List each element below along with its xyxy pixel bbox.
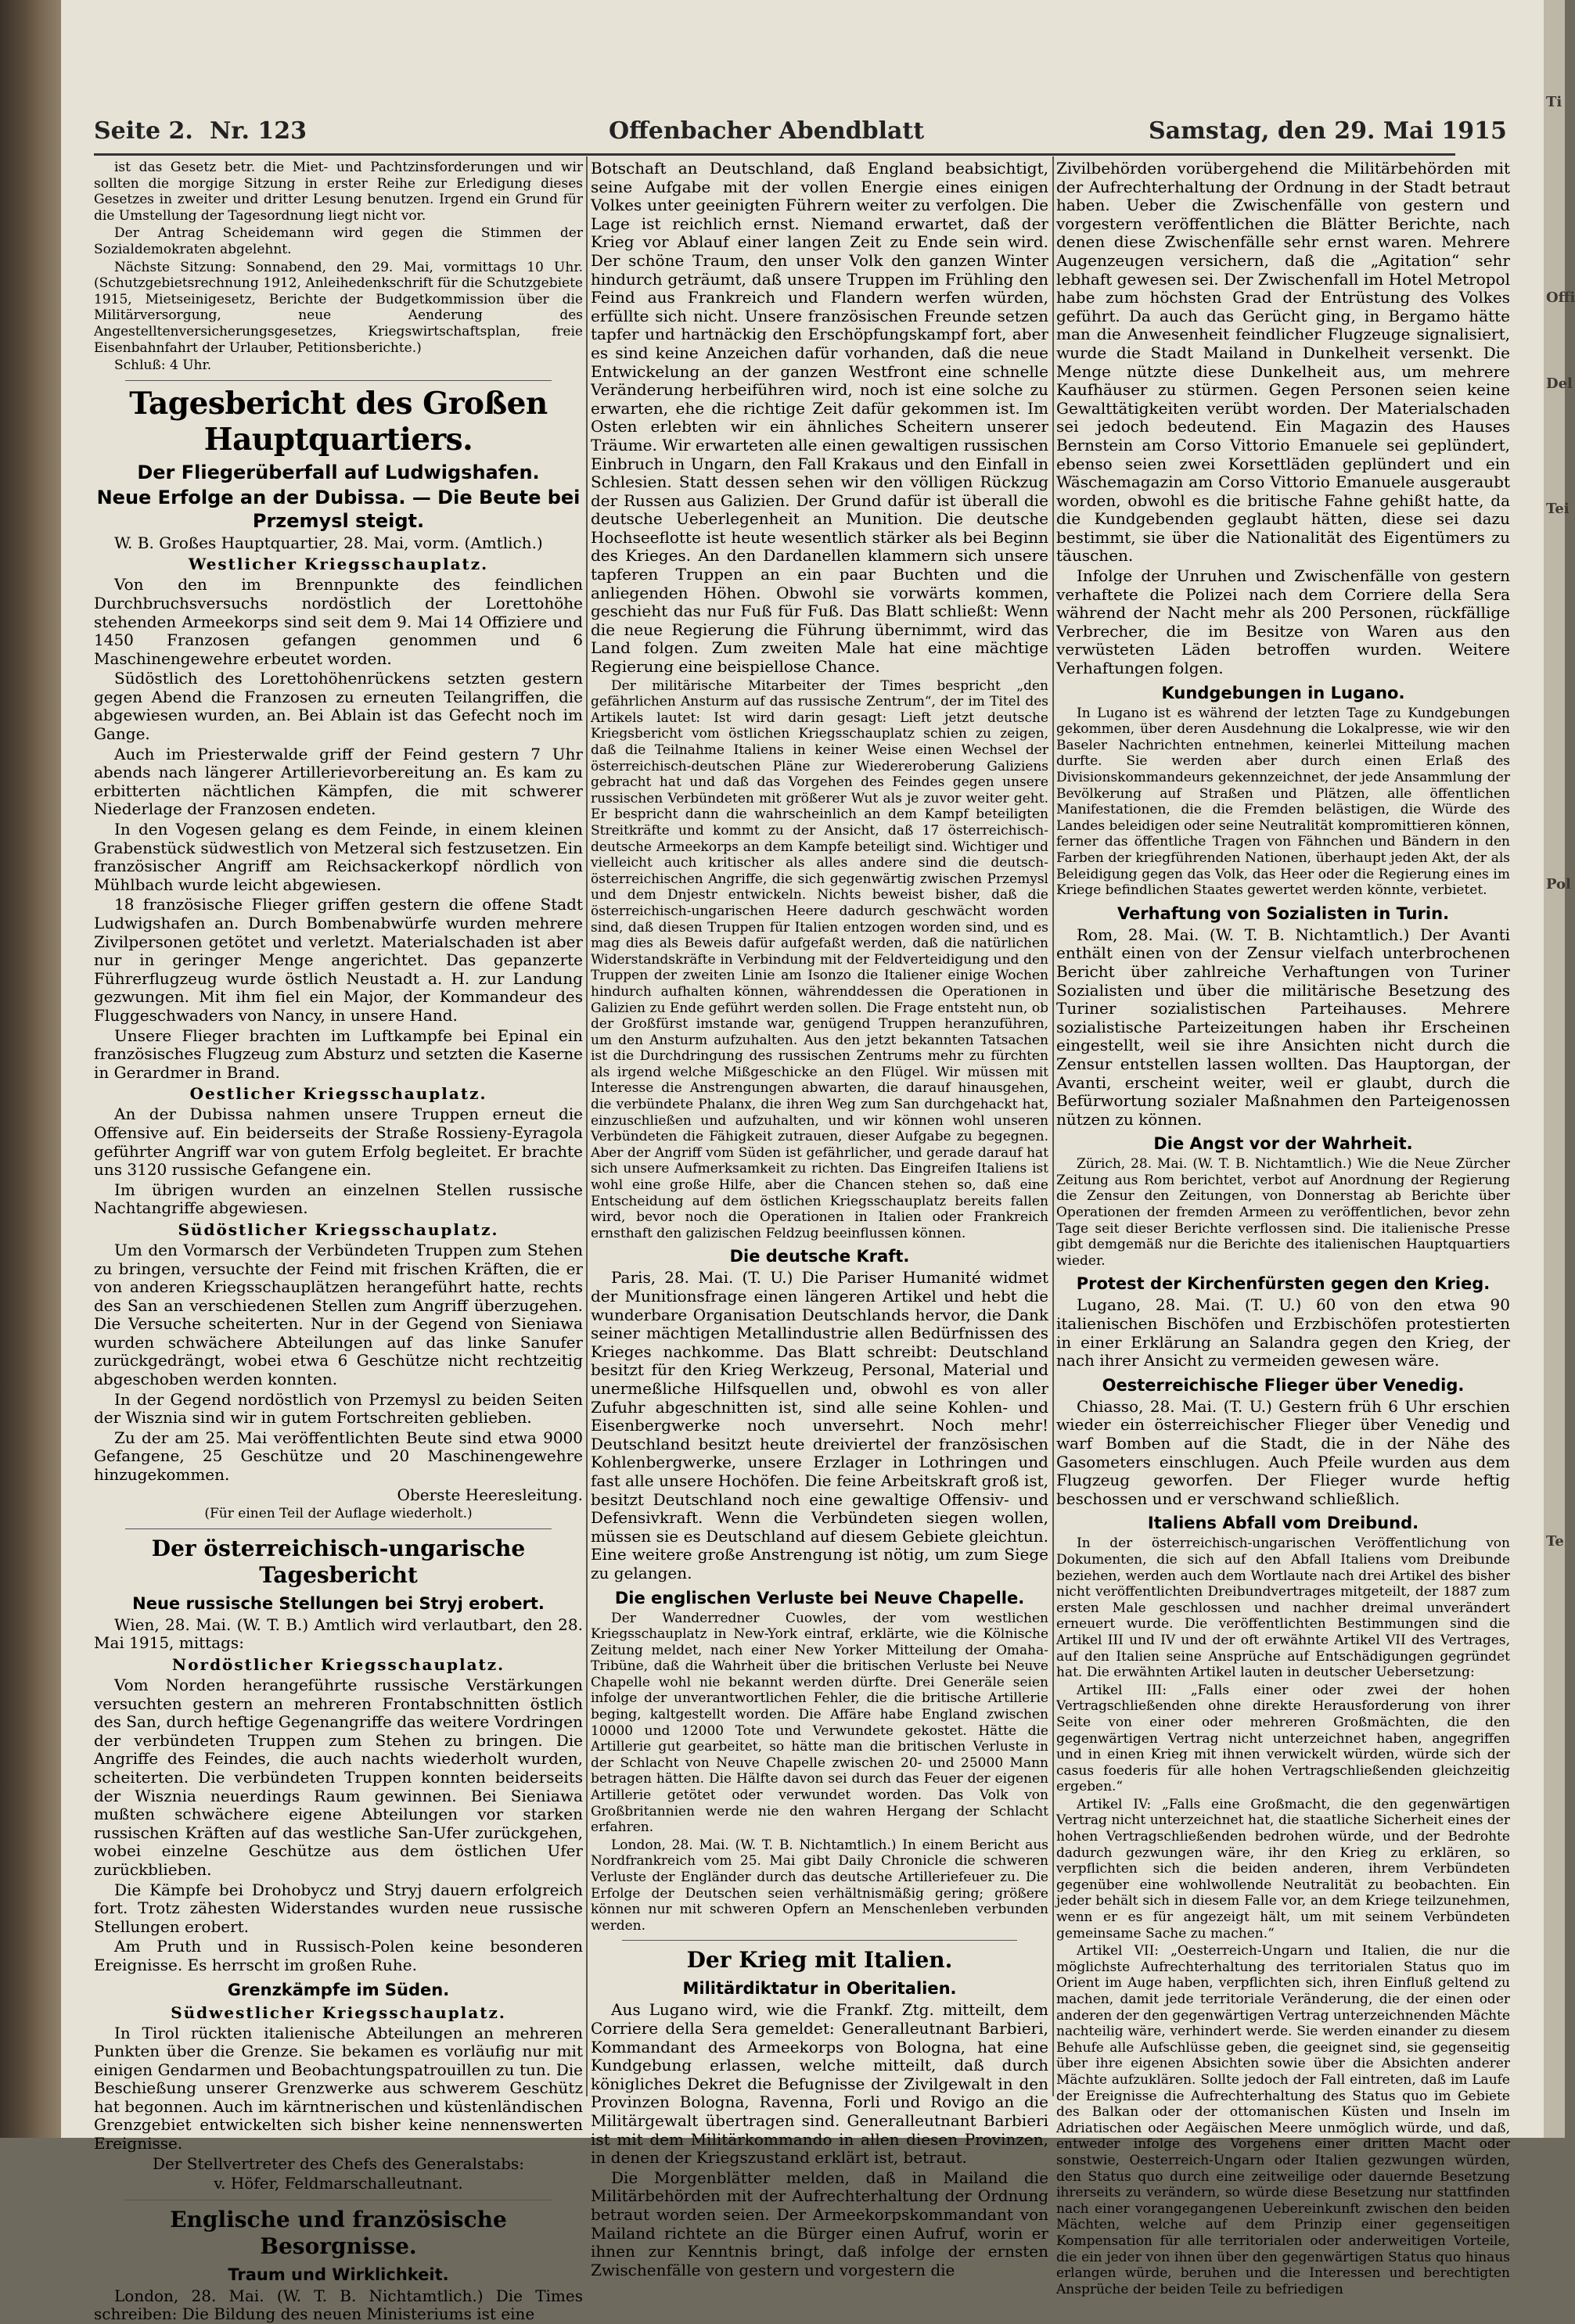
column-3 [1056, 159, 1510, 2297]
article-text: London, 28. Mai. (W. T. B. Nichtamtlich.) In einem Bericht aus Nordfrankreich vom 25. Mai gibt Daily Chronicle die schweren Verluste der Engländer durch das deutsche Artilleriefeuer zu. Die Erfolge der Deutschen seien verhältnismäßig gering; größere können nur mit schweren Opfern an Menschenleben verbunden werden. [591, 1837, 1048, 1934]
treaty-article: Artikel IV: „Falls eine Großmacht, die den gegenwärtigen Vertrag nicht unterzeichnet hat, die staatliche Sicherheit eines der hohen Vertragschließenden bedrohen würde, und der Bedrohte dadurch gezwungen wäre, ihr den Krieg zu erklären, so verpflichten sich die beiden anderen, ihrem Verbündeten gegenüber eine wohlwollende Neutralität zu beobachten. Ein jeder behält sich in diesem Falle vor, an dem Kriege teilzunehmen, wenn er es für angezeigt hält, um mit seinem Verbündeten gemeinsame Sache zu machen.“ [1056, 1796, 1510, 1941]
article-text: ist das Gesetz betr. die Miet- und Pachtzinsforderungen und wir sollten die morgige Sitzung in erster Reihe zur Erledigung dieses Gesetzes in zweiter und dritter Lesung benutzen. Irgend ein Grund für die Umstellung der Tagesordnung liegt nicht vor. [94, 160, 583, 224]
article-text: In der österreichisch-ungarischen Veröffentlichung von Dokumenten, die sich auf den Abfall Italiens vom Dreibunde beziehen, werden auch dem Wortlaute nach drei Artikel des bisher nicht veröffentlichten Dreibundvertrages mitgeteilt, der 1887 zum ersten Male geschlossen und nachher dreimal unverändert erneuert wurde. Die veröffentlichten Bestimmungen sind die Artikel III und IV und der oft erwähnte Artikel VII des Vertrages, auf den Italien seine Ansprüche auf Entschädigungen gegründet hat. Die erwähnten Artikel lauten in deutscher Uebersetzung: [1056, 1536, 1510, 1681]
article-text: Rom, 28. Mai. (W. T. B. Nichtamtlich.) Der Avanti enthält einen von der Zensur vielfach unterbrochenen Bericht über zahlreiche Verhaftungen von Turiner Sozialisten und über die militärische Besetzung des Turiner sozialistischen Parteihauses. Mehrere sozialistische Parteizeitungen haben ihr Erscheinen eingestellt, weil sie ihre Ansichten nicht durch die Zensur entstellen lassen wollten. Das Hauptorgan, der Avanti, erscheint weiter, weil er glaubt, durch die Befürwortung sozialer Maßnahmen den Parteigenossen nützen zu können. [1056, 925, 1510, 1129]
section-heading: Oestlicher Kriegsschauplatz. [189, 1084, 487, 1104]
article-text: Von den im Brennpunkte des feindlichen Durchbruchsversuchs nordöstlich der Lorettohöhe stehenden Armeekorps sind seit dem 9. Mai 14 Offiziere und 1450 Franzosen gefangen genommen und 6 Maschinengewehre erbeutet worden. [94, 575, 583, 668]
article-text: London, 28. Mai. (W. T. B. Nichtamtlich.) Die Times schreiben: Die Bildung des neuen Ministeriums ist eine [94, 2286, 583, 2324]
article-text: Unsere Flieger brachten im Luftkampfe bei Epinal ein französisches Flugzeug zum Absturz und setzten die Kaserne in Gerardmer in Brand. [94, 1026, 583, 1082]
article-text: Um den Vormarsch der Verbündeten Truppen zum Stehen zu bringen, versuchte der Feind mit frischen Kräften, die er von anderen Kriegsschauplätzen herangeführt hatte, rechts des San an verschiedenen Stellen zum Angriff überzugehen. Die Versuche scheiterten. Nur in der Gegend von Sieniawa wurden schwächere Abteilungen auf das linke Sanufer zurückgedrängt, wobei etwa 6 Geschütze nicht rechtzeitig abgeschoben werden konnten. [94, 1240, 583, 1389]
note: (Für einen Teil der Auflage wiederholt.) [204, 1506, 473, 1522]
page-number: Seite 2. [94, 117, 193, 145]
headline-lugano: Kundgebungen in Lugano. [1161, 683, 1405, 702]
section-heading: Südöstlicher Kriegsschauplatz. [178, 1219, 499, 1239]
article-text: In Tirol rückten italienische Abteilungen an mehreren Punkten über die Grenze. Sie bekamen es vorläufig nur mit einigen Gendarmen und Beobachtungspatrouillen zu tun. Die Beschießung unserer Grenzwerke aus schwerem Geschütz hat begonnen. Auch im kärntnerischen und küstenländischen Grenzgebiet entwickelten sich bisher keine nennenswerten Ereignisse. [94, 2023, 583, 2153]
separator [125, 1528, 552, 1529]
column-rule-2 [1052, 156, 1054, 2096]
article-text: Lugano, 28. Mai. (T. U.) 60 von den etwa 90 italienischen Bischöfen und Erzbischöfen protestierten in einer Erklärung an Salandra gegen den Krieg, der nach ihrer Ansicht zu vermeiden gewesen wäre. [1056, 1295, 1510, 1370]
header-rule [94, 153, 1455, 156]
headline-kirchenfuersten: Protest der Kirchenfürsten gegen den Krieg. [1076, 1274, 1490, 1294]
subheadline: Neue russische Stellungen bei Stryj erobert. [132, 1593, 545, 1613]
article-text: Paris, 28. Mai. (T. U.) Die Pariser Humanité widmet der Munitionsfrage einen längeren Artikel und hebt die wunderbare Organisation Deutschlands hervor, die Dank seiner mächtigen Metallindustrie allen Bedürfnissen des Krieges nachkomme. Das Blatt schreibt: Deutschland besitzt für den Krieg Werkzeug, Personal, Material und unermeßliche Hilfsquellen und, obwohl es von aller Zufuhr abgeschnitten ist, sind alle seine Kohlen- und Eisenbergwerke noch unversehrt. Noch mehr! Deutschland besitzt heute dreiviertel der französischen Kohlenbergwerke, unsere Erzlager in Lothringen und fast alle unsere Hochöfen. Die feine Arbeitskraft groß ist, besitzt Deutschland noch eine gewaltige Offensiv- und Defensivkraft. Wenn die Verbündeten siegen wollen, müssen sie es Deutschland auf diesem Gebiete gleichtun. Eine weitere große Anstrengung ist nötig, um zum Siege zu gelangen. [591, 1268, 1048, 1582]
separator [125, 380, 552, 381]
edge-text: Pol [1546, 876, 1571, 893]
edge-text: Te [1546, 1533, 1564, 1550]
column-1 [94, 160, 583, 2324]
article-text: Chiasso, 28. Mai. (T. U.) Gestern früh 6 Uhr erschien wieder ein österreichischer Flieger über Venedig und warf Bomben auf die Stadt, die in der Nähe des Gasometers einschlugen. Auch Pfeile wurden aus dem Flugzeug geworfen. Der Flieger wurde heftig beschossen und er verschwand schließlich. [1056, 1396, 1510, 1508]
subheadline: Traum und Wirklichkeit. [228, 2265, 449, 2284]
article-text: Südöstlich des Lorettohöhenrückens setzten gestern gegen Abend die Franzosen zu erneuten Teilangriffen, die abgewiesen wurden, an. Bei Ablain ist das Gefecht noch im Gange. [94, 669, 583, 744]
article-text: In den Vogesen gelang es dem Feinde, in einem kleinen Grabenstück südwestlich von Metzeral sich festzusetzen. Ein französischer Angriff am Reichsackerkopf nördlich von Mühlbach wurde leicht abgewiesen. [94, 820, 583, 894]
article-text: Infolge der Unruhen und Zwischenfälle von gestern verhaftete die Polizei nach dem Corriere della Sera während der Nacht mehr als 200 Personen, rückfällige Verbrecher, die im Besitze von Waren aus den verwüsteten Läden betroffen wurden. Weitere Verhaftungen folgen. [1056, 566, 1510, 678]
article-text: 18 französische Flieger griffen gestern die offene Stadt Ludwigshafen an. Durch Bombenabwürfe wurden mehrere Zivilpersonen getötet und verletzt. Materialschaden ist aber nur in geringer Menge angerichtet. Das gepanzerte Führerflugzeug wurde östlich Neustadt a. H. zur Landung gezwungen. Mit ihm fiel ein Major, der Kommandeur des Fluggeschwaders von Nancy, in unsere Hand. [94, 895, 583, 1025]
edge-text: Tei [1546, 501, 1570, 517]
headline-venedig: Oesterreichische Flieger über Venedig. [1102, 1375, 1465, 1395]
signature: Oberste Heeresleitung. [397, 1485, 583, 1504]
signature: Der Stellvertreter des Chefs des Generalstabs: [152, 2153, 525, 2173]
newspaper-title: Offenbacher Abendblatt [609, 117, 925, 145]
edge-text: Del [1546, 375, 1573, 392]
article-text: Nächste Sitzung: Sonnabend, den 29. Mai, vormittags 10 Uhr. (Schutzgebietsrechnung 1912, Anleihedenkschrift für die Schutzgebiete 1915, Mietseinigesetz, Berichte der Budgetkommission über die Militärversorgung, neue Aenderung des Angestelltenversicherungsgesetzes, Kriegswirtschaftsplan, freie Eisenbahnfahrt der Urlauber, Petitionsberichte.) [94, 259, 583, 356]
issue-number: Nr. 123 [210, 117, 307, 145]
headline-besorgnisse: Englische und französische Besorgnisse. [170, 2206, 507, 2259]
headline-neuve-chapelle: Die englischen Verluste bei Neuve Chapelle. [614, 1588, 1025, 1607]
headline-turin: Verhaftung von Sozialisten in Turin. [1117, 903, 1450, 923]
headline-hauptquartier: Tagesbericht des Großen Hauptquartiers. [129, 385, 548, 458]
dateline: W. B. Großes Hauptquartier, 28. Mai, vorm. (Amtlich.) [114, 533, 543, 552]
article-text: Der Antrag Scheidemann wird gegen die Stimmen der Sozialdemokraten abgelehnt. [94, 225, 583, 257]
article-text: Der Wanderredner Cuowles, der vom westlichen Kriegsschauplatz in New-York eintraf, erklärte, wie die Kölnische Zeitung meldet, nach einer New Yorker Mitteilung der Omaha-Tribüne, daß die Wahrheit über die britischen Verluste bei Neuve Chapelle wohl nie bekannt werden dürfte. Drei Generäle seien infolge der unverantwortlichen Fehler, die die britische Artillerie beging, kaltgestellt worden. Die Affäre habe England zwischen 10000 und 12000 Tote und Verwundete gekostet. Hätte die Artillerie gut gearbeitet, so hätte man die britischen Verluste in der Schlacht von Neuve Chapelle zwischen 20- und 25000 Mann betragen hätten. Die Hälfte davon sei durch das Feuer der eigenen Artillerie getötet oder verwundet worden. Das Volk von Großbritannien werde nie den wahren Hergang der Schlacht erfahren. [591, 1610, 1048, 1836]
article-text: Schluß: 4 Uhr. [114, 357, 212, 374]
article-text: Der militärische Mitarbeiter der Times bespricht „den gefährlichen Ansturm auf das russische Zentrum“, der im Titel des Artikels lautet: Ist wird darin gesagt: Lieft jetzt deutsche Kriegsbericht vom östlichen Kriegsschauplatz schien zu zeigen, daß die Teilnahme Italiens in keiner Weise einen Wechsel der österreichisch-deutschen Pläne zur Wiedereroberung Galiziens gebracht hat und daß das Vorgehen des Feindes gegen unsere russischen Verbündeten mit größerer Wut als je zuvor weiter geht. Er bespricht dann die wahrscheinlich an dem Kampf beteiligten Streitkräfte und kommt zu der Ansicht, daß 17 österreichisch-deutsche Armeekorps an dem Kampfe beteiligt sind. Wichtiger und vielleicht auch kritischer als alles andere sind die deutsch-österreichischen Angriffe, die sich gegenwärtig zwischen Przemysl und dem Dnjestr entwickeln. Nichts beweist bisher, daß die österreichisch-ungarischen Heere dadurch geschwächt worden sind, daß diesen Truppen für Italien entzogen worden sind, und es mag dies als Beweis dafür aufgefaßt werden, daß die natürlichen Widerstandskräfte in Verbindung mit der Feldverteidigung und den Truppen der zweiten Linie am Isonzo die Italiener einige Wochen hindurch aufhalten können, währenddessen die Operationen in Galizien zu Ende geführt werden sollen. Die Frage entsteht nun, ob der Großfürst imstande war, genügend Truppen heranzuführen, um den Ansturm aufzuhalten. Aus den jetzt bekannten Tatsachen ist die Durchdringung des russischen Zentrums mehr zu fürchten als irgend welche Mißgeschicke an den Flügel. Wir müssen mit Interesse die Anstrengungen abwarten, die darauf hinausgehen, die verbündete Phalanx, die ihren Weg zum San durchgehackt hat, einzuschließen und aufzuhalten, und wir können wohl unseren Verbündeten die Fähigkeit zutrauen, dieser Aufgabe zu begegnen. Aber der Angriff vom Süden ist gefährlicher, und gerade darauf hat sich unsere Aufmerksamkeit zu richten. Das Eingreifen Italiens ist wohl eine große Hilfe, aber die Chancen stehen so, daß eine Entscheidung auf dem östlichen Kriegsschauplatz bereits fallen wird, bevor noch die Operationen in Italien oder Frankreich ernsthaft den galizischen Feldzug beeinflussen können. [591, 677, 1048, 1241]
treaty-article: Artikel VII: „Oesterreich-Ungarn und Italien, die nur die möglichste Aufrechterhaltung des territorialen Status quo im Orient im Auge haben, verpflichten sich, ihren Einfluß geltend zu machen, damit jede territoriale Veränderung, die der einen oder anderen der den gegenwärtigen Vertrag unterzeichnenden Mächte nachteilig wäre, verhindert werde. Sie werden einander zu diesem Behufe alle Aufschlüsse geben, die geeignet sind, sie gegenseitig über ihre eigenen Absichten sowie über die Absichten anderer Mächte aufzuklären. Sollte jedoch der Fall eintreten, daß im Laufe der Ereignisse die Aufrechterhaltung des Status quo im Gebiete des Balkan oder der ottomanischen Küsten und Inseln im Adriatischen oder Aegäischen Meere unmöglich würde, und daß, entweder infolge des Vorgehens einer dritten Macht oder sonstwie, Oesterreich-Ungarn oder Italien gezwungen würden, den Status quo durch eine zeitweilige oder dauernde Besetzung ihrerseits zu verändern, so würde diese Besetzung nur stattfinden nach einer vorangegangenen Uebereinkunft zwischen den beiden Mächten, welche auf dem Prinzip einer gegenseitigen Kompensation für alle territorialen oder anderweitigen Vorteile, die ein jeder von ihnen über den gegenwärtigen Status quo hinaus erlangen würde, beruhen und die Interessen und berechtigten Ansprüche der beiden Teile zu befriedigen [1056, 1943, 1510, 2297]
headline-krieg-italien: Der Krieg mit Italien. [686, 1947, 953, 1974]
article-text: Zu der am 25. Mai veröffentlichten Beute sind etwa 9000 Gefangene, 25 Geschütze und 20 Maschinengewehre hinzugekommen. [94, 1428, 583, 1485]
column-2 [591, 159, 1048, 2279]
article-text: Aus Lugano wird, wie die Frankf. Ztg. mitteilt, dem Corriere della Sera gemeldet: Generalleutnant Barbieri, Kommandant des Armeekorps von Bologna, hat eine Kundgebung erlassen, welche mitteilt, daß durch königliches Dekret die Befugnisse der Zivilgewalt in den Provinzen Bologna, Ravenna, Forli und Rovigo an die Militärgewalt übertragen sind. Generalleutnant Barbieri ist mit dem Militärkommando in allen diesen Provinzen, in denen der Kriegszustand erklärt ist, betraut. [591, 2000, 1048, 2168]
article-text: Im übrigen wurden an einzelnen Stellen russische Nachtangriffe abgewiesen. [94, 1180, 583, 1218]
issue-date: Samstag, den 29. Mai 1915 [1149, 117, 1507, 145]
subheadline: Grenzkämpfe im Süden. [227, 1980, 450, 1999]
article-text: An der Dubissa nahmen unsere Truppen erneut die Offensive auf. Ein beiderseits der Straße Rossieny-Eyragola geführter Angriff war von gutem Erfolg begleitet. Er brachte uns 3120 russische Gefangene ein. [94, 1105, 583, 1180]
article-text: Botschaft an Deutschland, daß England beabsichtigt, seine Aufgabe mit der vollen Energie eines einigen Volkes unter geeinigten Führern weiter zu verfolgen. Die Lage ist reichlich ernst. Niemand erwartet, daß der Krieg vor Ablauf einer langen Zeit zu Ende sein wird. Der schöne Traum, den unser Volk den ganzen Winter hindurch geträumt, daß unsere Truppen im Frühling den Feind aus Frankreich und Flandern werfen würden, erfüllte sich nicht. Unsere französischen Freunde setzen tapfer und hartnäckig den Erschöpfungskampf fort, aber es sind keine Anzeichen dafür vorhanden, daß die neue Entwickelung an der ganzen Westfront eine schnelle Veränderung herbeiführen wird, noch ist eine solche zu erwarten, ehe die richtige Zeit dafür gekommen ist. Im Osten erlebten wir ein ähnliches Scheitern unserer Träume. Wir erwarteten alle einen gewaltigen russischen Einbruch in Ungarn, den Fall Krakaus und den Einfall in Schlesien. Statt dessen sehen wir den völligen Rückzug der Russen aus Galizien. Der Grund dafür ist überall die deutsche Ueberlegenheit an Munition. Die deutsche Hochseeflotte ist heute wesentlich stärker als bei Beginn des Krieges. An den Dardanellen klammern sich unsere tapferen Truppen an ein paar Buchten und die anliegenden Höhen. Obwohl sie vorwärts kommen, geschieht das nur Fuß für Fuß. Das Blatt schließt: Wenn die neue Regierung die Führung übernimmt, wird das Land folgen. Zum zweiten Male hat eine mächtige Regierung eine beispiellose Chance. [591, 159, 1048, 677]
subheadline: Neue Erfolge an der Dubissa. — Die Beute bei Przemysl steigt. [96, 486, 581, 532]
dateline: Wien, 28. Mai. (W. T. B.) Amtlich wird verlautbart, den 28. Mai 1915, mittags: [94, 1615, 583, 1653]
column-rule-1 [586, 156, 588, 2096]
section-heading: Nordöstlicher Kriegsschauplatz. [171, 1655, 505, 1674]
book-binding [0, 0, 61, 2138]
article-text: Am Pruth und in Russisch-Polen keine besonderen Ereignisse. Es herrscht im großen Ruhe. [94, 1937, 583, 1974]
headline-deutsche-kraft: Die deutsche Kraft. [729, 1247, 910, 1266]
headline-oesterreich: Der österreichisch-ungarische Tagesbericht [151, 1535, 526, 1588]
treaty-article: Artikel III: „Falls einer oder zwei der hohen Vertragschließenden ohne direkte Herausforderung von ihrer Seite von einer oder mehreren Großmächten, die den gegenwärtigen Vertrag nicht unterzeichnet haben, angegriffen und in einen Krieg mit ihnen verwickelt würden, würde sich der casus foederis für alle hohen Vertragschließenden gleichzeitig ergeben.“ [1056, 1682, 1510, 1795]
article-text: Vom Norden herangeführte russische Verstärkungen versuchten gestern an mehreren Frontabschnitten östlich des San, durch heftige Gegenangriffe das weitere Vordringen der verbündeten Truppen zum Stehen zu bringen. Die Angriffe des Feindes, die auch nachts wiederholt wurden, scheiterten. Die verbündeten Truppen konnten beiderseits der Wisznia neuerdings Raum gewinnen. Bei Sieniawa mußten schwächere eigene Abteilungen vor starken russischen Kräften auf das westliche San-Ufer zurückgehen, wobei einzelne Geschütze aus dem östlichen Ufer zurückblieben. [94, 1676, 583, 1879]
article-text: Die Morgenblätter melden, daß in Mailand die Militärbehörden mit der Aufrechterhaltung der Ordnung betraut worden seien. Der Armeekorpskommandant von Mailand richtete an die Bürger einen Aufruf, worin er ihnen zur Kenntnis bringt, daß infolge der ernsten Zwischenfälle von gestern und vorgestern die [591, 2168, 1048, 2279]
subheadline: Der Fliegerüberfall auf Ludwigshafen. [137, 461, 540, 483]
signature: v. Höfer, Feldmarschalleutnant. [214, 2174, 463, 2193]
separator [622, 1940, 1017, 1941]
section-heading: Westlicher Kriegsschauplatz. [188, 555, 489, 574]
article-text: Die Kämpfe bei Drohobycz und Stryj dauern erfolgreich fort. Trotz zähesten Widerstandes wurden neue russische Stellungen erobert. [94, 1880, 583, 1936]
subheadline: Militärdiktatur in Oberitalien. [682, 1979, 957, 1999]
headline-wahrheit: Die Angst vor der Wahrheit. [1153, 1134, 1413, 1154]
section-heading: Südwestlicher Kriegsschauplatz. [171, 2003, 506, 2022]
adjacent-page-edge [1544, 0, 1575, 2138]
article-text: Auch im Priesterwalde griff der Feind gestern 7 Uhr abends nach längerer Artillerievorbereitung an. Es kam zu erbitterten nächtlichen Kämpfen, die mit schwerer Niederlage der Franzosen endeten. [94, 744, 583, 819]
article-text: Zivilbehörden vorübergehend die Militärbehörden mit der Aufrechterhaltung der Ordnung in der Stadt betraut haben. Ueber die Zwischenfälle von gestern und vorgestern veröffentlichen die Blätter Berichte, nach denen diese Zwischenfälle sehr ernst waren. Mehrere Augenzeugen versichern, daß die „Agitation“ sehr lebhaft gewesen sei. Der Zwischenfall im Hotel Metropol habe zum höchsten Grad der Entrüstung des Volkes geführt. Da auch das Gerücht ging, in Bergamo hätte man die Anwesenheit feindlicher Flugzeuge signalisiert, wurde die Stadt Mailand in Dunkelheit versenkt. Die Menge nützte diese Dunkelheit aus, um mehrere Kaufhäuser zu stürmen. Gegen Personen seien keine Gewalttätigkeiten verübt worden. Der Materialschaden sei jedoch bedeutend. Ein Magazin des Hauses Bernstein am Corso Vittorio Emanuele sei geplündert, ebenso seien zwei Korsettläden geplündert und ein Wäschemagazin am Corso Vittorio Emanuele ausgeraubt worden, obwohl es die britische Fahne gehißt hatte, da die Kundgebenden geglaubt hätten, diese sei dazu bestimmt, sie über die Nationalität des Eigentümers zu täuschen. [1056, 159, 1510, 566]
edge-text: Ti [1546, 94, 1562, 110]
edge-text: Offi [1546, 289, 1575, 306]
article-text: Zürich, 28. Mai. (W. T. B. Nichtamtlich.) Wie die Neue Zürcher Zeitung aus Rom berichtet, verbot auf Anordnung der Regierung die Zensur den Zeitungen, von Donnerstag ab Berichte über Operationen der fremden Armeen zu veröffentlichen, bevor zehn Tage seit dieser Berichte verflossen sind. Die italienische Presse gibt demgemäß nur die Berichte des italienischen Hauptquartiers wieder. [1056, 1156, 1510, 1269]
article-text: In Lugano ist es während der letzten Tage zu Kundgebungen gekommen, über deren Ausdehnung die Lokalpresse, wie wir den Baseler Nachrichten entnehmen, keinerlei Mitteilung machen durfte. Sie werden aber durch einen Erlaß des Divisionskommandeurs gekennzeichnet, der jede Ansammlung der Bevölkerung auf Straßen und Plätzen, alle öffentlichen Manifestationen, die die Fremden belästigen, die Würde des Landes beleidigen oder seine Neutralität kompromittieren können, ferner das öffentliche Tragen von Fähnchen und Bändern in den Farben der kriegführenden Nationen, überhaupt jeden Akt, der als Beleidigung gegen das Volk, das Heer oder die Regierung eines im Kriege befindlichen Staates gewertet werden könnte, verbietet. [1056, 705, 1510, 899]
headline-dreibund: Italiens Abfall vom Dreibund. [1147, 1514, 1419, 1533]
article-text: In der Gegend nordöstlich von Przemysl zu beiden Seiten der Wisznia sind wir in gutem Fortschreiten geblieben. [94, 1389, 583, 1428]
